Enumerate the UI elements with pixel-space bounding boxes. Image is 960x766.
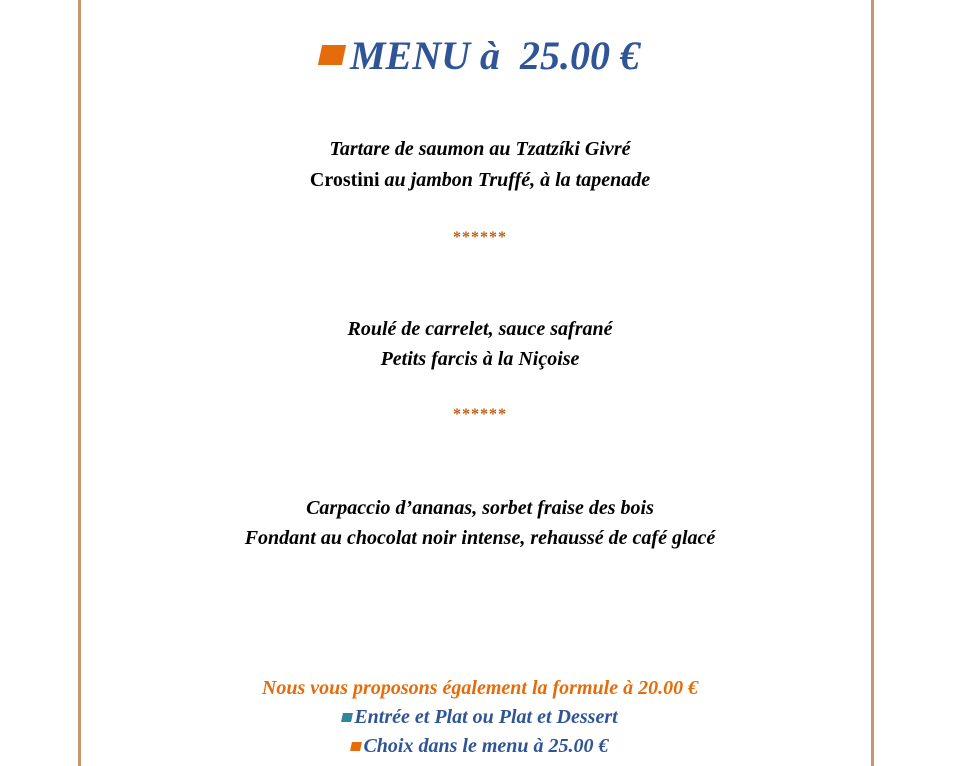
- starter-line-2-italic: au jambon Truffé, à la tapenade: [384, 169, 651, 191]
- menu-title-text: MENU à 25.00 €: [349, 33, 641, 78]
- main-line-1: Roulé de carrelet, sauce safrané: [347, 318, 613, 340]
- separator-2: ******: [453, 406, 507, 423]
- promo-option-2-text: Choix dans le menu à 25.00 €: [363, 735, 609, 757]
- dessert-line-2: Fondant au chocolat noir intense, rehaussé de café glacé: [244, 527, 716, 549]
- menu-title: [0, 30, 960, 82]
- promo-text: Nous vous proposons également la formule à 20.00 €: [261, 677, 699, 699]
- starter-line-1: Tartare de saumon au Tzatzíki Givré: [329, 138, 631, 160]
- square-bullet-icon: [341, 713, 353, 722]
- square-bullet-icon: [318, 45, 346, 65]
- starter-line-2: [0, 167, 960, 193]
- page-border: [78, 0, 874, 766]
- promo-option-1-text: Entrée et Plat ou Plat et Dessert: [354, 706, 618, 728]
- main-line-2: Petits farcis à la Niçoise: [380, 348, 580, 370]
- promo-option-2: [0, 733, 960, 759]
- promo-option-1: [0, 704, 960, 730]
- starter-line-2-plain: Crostini: [309, 169, 385, 191]
- dessert-line-1: Carpaccio d’ananas, sorbet fraise des bois: [306, 497, 654, 519]
- separator-1: ******: [453, 229, 507, 246]
